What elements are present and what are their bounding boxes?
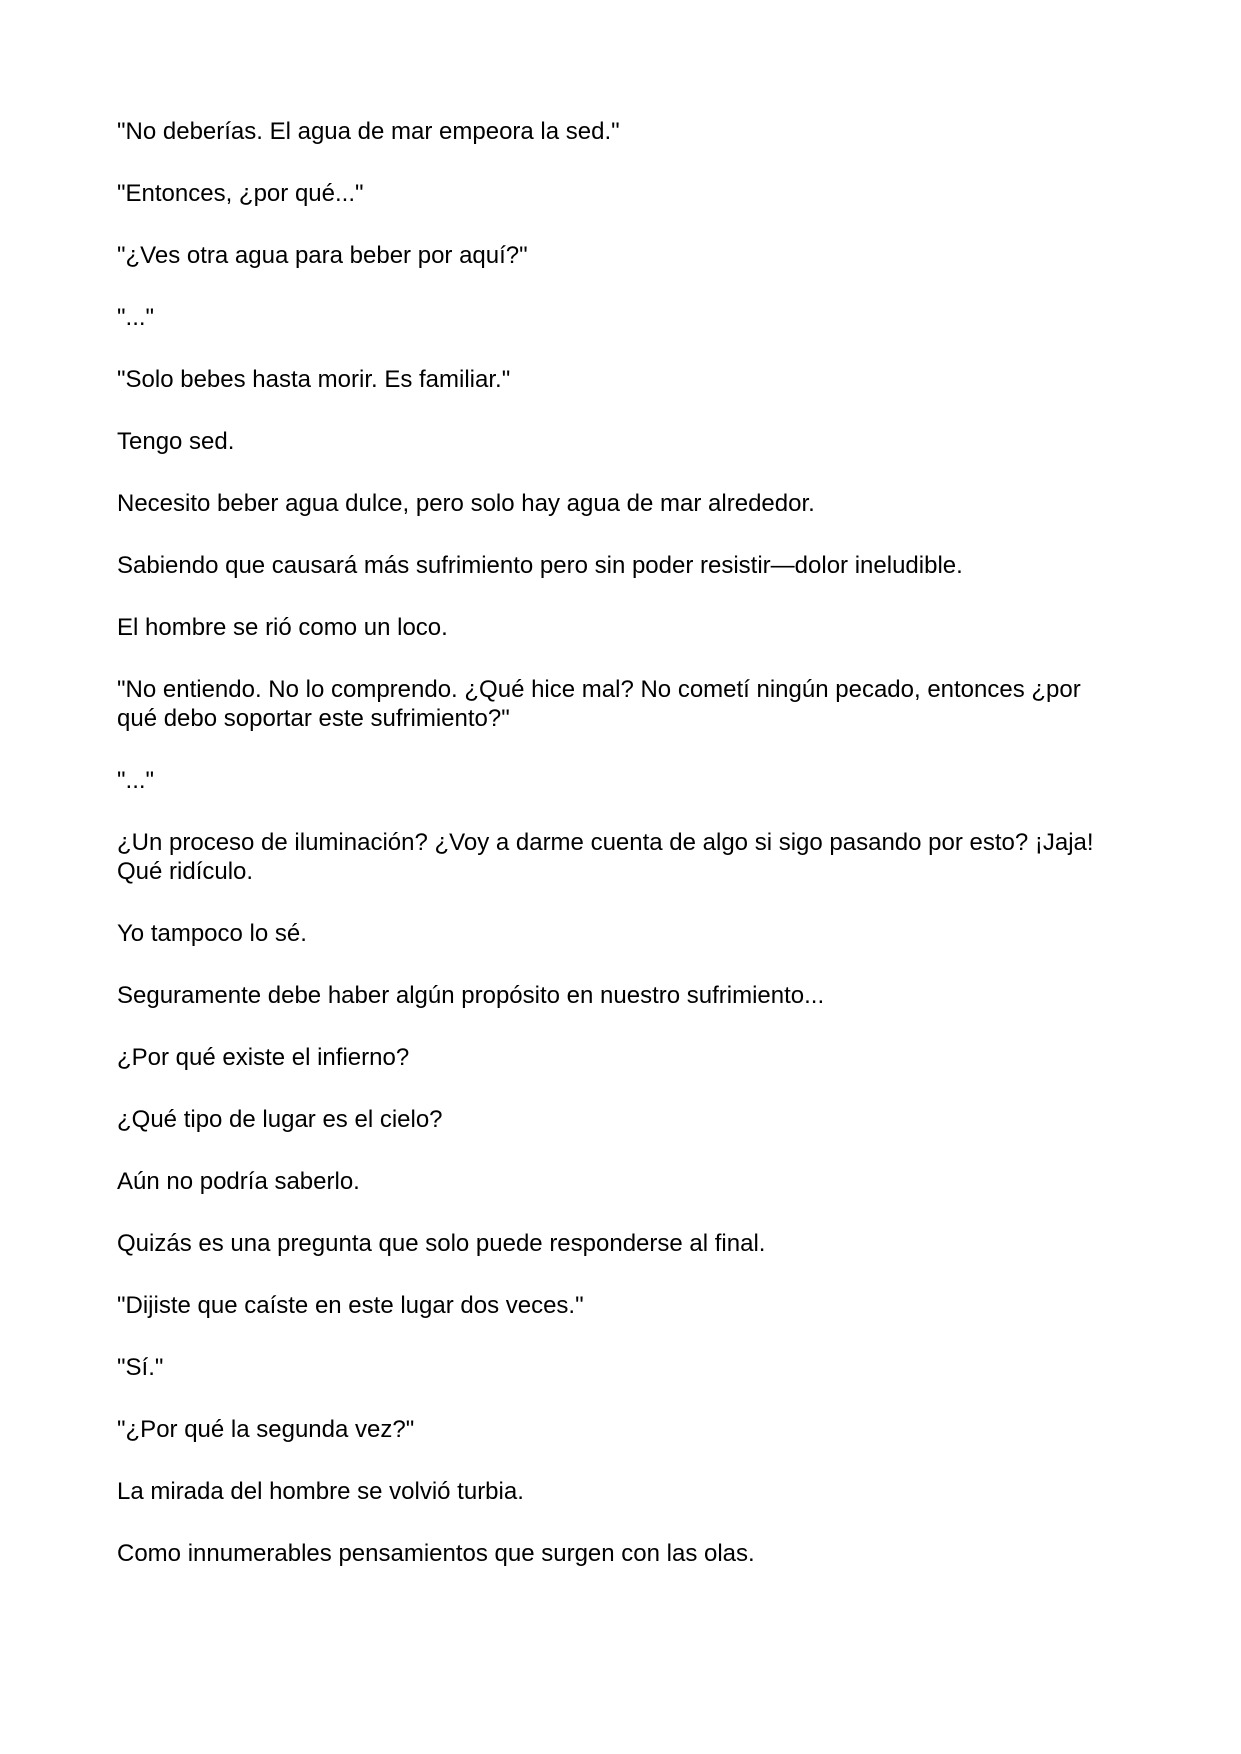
paragraph: "Sí." [117, 1354, 164, 1381]
paragraph: Quizás es una pregunta que solo puede responderse al final. [117, 1230, 766, 1257]
paragraph: Como innumerables pensamientos que surgen con las olas. [117, 1540, 755, 1567]
paragraph: "No deberías. El agua de mar empeora la sed." [117, 118, 620, 145]
paragraph: ¿Qué tipo de lugar es el cielo? [117, 1106, 443, 1133]
paragraph: ¿Por qué existe el infierno? [117, 1044, 410, 1071]
paragraph: "Solo bebes hasta morir. Es familiar." [117, 366, 511, 393]
paragraph: "¿Por qué la segunda vez?" [117, 1416, 415, 1443]
paragraph: La mirada del hombre se volvió turbia. [117, 1478, 524, 1505]
document-body [117, 117, 1127, 1601]
paragraph: "Entonces, ¿por qué..." [117, 180, 364, 207]
paragraph: Necesito beber agua dulce, pero solo hay agua de mar alrededor. [117, 490, 815, 517]
paragraph: Tengo sed. [117, 428, 235, 455]
paragraph: Aún no podría saberlo. [117, 1168, 360, 1195]
paragraph: Yo tampoco lo sé. [117, 920, 307, 947]
paragraph: "¿Ves otra agua para beber por aquí?" [117, 242, 528, 269]
paragraph: "Dijiste que caíste en este lugar dos veces." [117, 1292, 584, 1319]
paragraph: "..." [117, 767, 155, 794]
paragraph: ¿Un proceso de iluminación? ¿Voy a darme cuenta de algo si sigo pasando por esto? ¡Jaja! Qué ridículo. [117, 829, 1101, 885]
paragraph: "..." [117, 304, 155, 331]
paragraph: "No entiendo. No lo comprendo. ¿Qué hice mal? No cometí ningún pecado, entonces ¿por qué debo soportar este sufrimiento?" [117, 676, 1088, 732]
paragraph: El hombre se rió como un loco. [117, 614, 448, 641]
paragraph: Seguramente debe haber algún propósito en nuestro sufrimiento... [117, 982, 825, 1009]
paragraph: Sabiendo que causará más sufrimiento pero sin poder resistir—dolor ineludible. [117, 552, 963, 579]
